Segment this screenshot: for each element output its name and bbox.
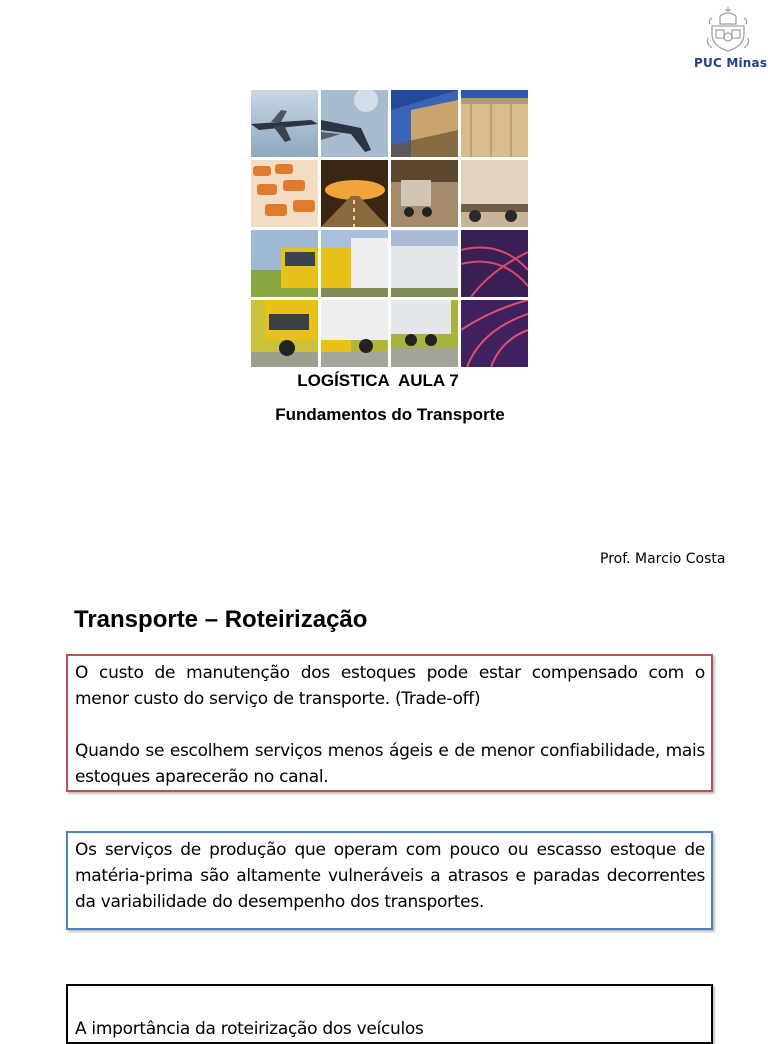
trade-off-box — [66, 654, 713, 792]
airplane-tile — [251, 90, 318, 157]
lecture-subtitle: Fundamentos do Transporte — [275, 405, 505, 424]
truck-trailer-tile — [461, 160, 528, 227]
routing-importance-box — [66, 984, 713, 1044]
highway-tunnel-lights-tile — [321, 160, 388, 227]
cargo-truck-blur-tile — [391, 90, 458, 157]
light-trails-tile — [461, 230, 528, 297]
yellow-truck-tile-2 — [321, 230, 388, 297]
routing-paragraph: A importância da roteirização dos veículos — [75, 1019, 424, 1039]
crest-icon — [704, 4, 752, 54]
yellow-truck-tile — [251, 230, 318, 297]
slide-title: Transporte – Roteirização — [74, 606, 368, 633]
trailer-road-tile — [391, 300, 458, 367]
trailer-tile — [391, 230, 458, 297]
author-name: Prof. Marcio Costa — [600, 551, 726, 567]
truck-at-night-tile — [391, 160, 458, 227]
production-paragraph: Os serviços de produção que operam com pouco ou escasso estoque de matéria-prima são altamente vulneráveis a atrasos e paradas decorrentes da variabilidade do desempenho dos transportes. — [75, 840, 705, 912]
production-services-box — [66, 831, 713, 930]
airplane-tile-2 — [321, 90, 388, 157]
light-trails-tile-2 — [461, 300, 528, 367]
agility-paragraph: Quando se escolhem serviços menos ágeis e de menor confiabilidade, mais estoques aparecerão no canal. — [75, 741, 705, 787]
trade-off-paragraph: O custo de manutenção dos estoques pode estar compensado com o menor custo do serviço de transporte. (Trade-off) — [75, 663, 705, 709]
transport-photo-mosaic — [251, 90, 529, 366]
truck-road-tile — [321, 300, 388, 367]
puc-minas-logo — [690, 4, 768, 70]
cargo-truck-tile-2 — [461, 90, 528, 157]
logo-text: PUC Minas — [694, 56, 768, 70]
yellow-truck-cab-tile — [251, 300, 318, 367]
lecture-title: LOGÍSTICA AULA 7 — [297, 371, 459, 390]
packages-conveyor-tile — [251, 160, 318, 227]
